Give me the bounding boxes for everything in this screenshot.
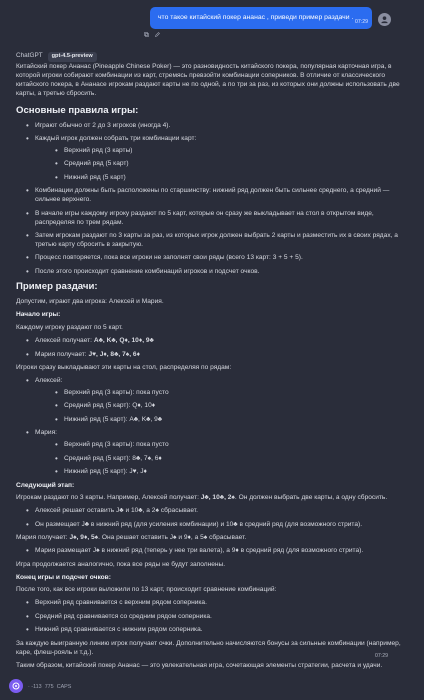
maria-rows bbox=[35, 441, 404, 477]
alexey-rows bbox=[35, 389, 404, 425]
row-item: • Средний ряд (5 карт): 8♣, 7♠, 6♦ bbox=[55, 455, 404, 464]
deal-five-text: Каждому игроку раздают по 5 карт. bbox=[16, 324, 123, 332]
rules-item: • В начале игры каждому игроку раздают по 5 карт, которые он сразу же выкладывает на стол в открытом виде, распределяя по трем рядам. bbox=[26, 210, 404, 228]
bot-header bbox=[16, 52, 97, 62]
row-item: • Нижний ряд (5 карт): A♣, K♣, 9♣ bbox=[55, 416, 404, 425]
rules-item: • Комбинации должны быть расположены по старшинству: нижний ряд должен быть сильнее среднего, а средний — сильнее верхнего. bbox=[26, 187, 404, 205]
comparison-item: • Верхний ряд сравнивается с верхним рядом соперника. bbox=[26, 599, 404, 608]
rows-sublist bbox=[35, 147, 404, 183]
comparison-item: • Средний ряд сравнивается со средним рядом соперника. bbox=[26, 613, 404, 622]
user-message-text: что такое китайский покер ананас , приведи пример раздачи . bbox=[158, 14, 354, 21]
example-heading: Пример раздачи: bbox=[16, 281, 98, 293]
bot-avatar[interactable] bbox=[9, 679, 23, 693]
maria-deal: • Мария получает: J♥, J♦, 8♣, 7♠, 6♦ bbox=[26, 351, 404, 360]
copy-icon[interactable] bbox=[144, 32, 149, 37]
intro-paragraph: Китайский покер Ананас (Pineapple Chinese Poker) — это разновидность китайского покера, популярная карточная игра, в которой игроки собирают комбинации из карт, стремясь превзойти комбинации соперников. В отличие от классического китайского покера, в Ананасе игрокам раздают карты не по одной, а по три за раз, из которых они должны использовать две карты, а третью сбросить. bbox=[16, 63, 400, 97]
user-message-row bbox=[0, 6, 424, 36]
alexey-choice-list bbox=[16, 507, 404, 529]
model-badge: gpt-4.5-preview bbox=[48, 52, 97, 62]
continue-paragraph: Игра продолжается аналогично, пока все ряды не будут заполнены. bbox=[16, 560, 226, 568]
comparison-item: • Нижний ряд сравнивается с нижним рядом соперника. bbox=[26, 626, 404, 635]
user-icon bbox=[380, 15, 389, 24]
maria-choice-list bbox=[16, 547, 404, 556]
end-intro: После того, как все игроки выложили по 13 карт, происходит сравнение комбинаций: bbox=[16, 586, 277, 594]
edit-icon[interactable] bbox=[155, 32, 160, 37]
token-stats: · -113 775 CAPS bbox=[28, 684, 72, 690]
example-intro: Допустим, играют два игрока: Алексей и Мария. bbox=[16, 298, 164, 306]
maria-stage-paragraph: Мария получает: J♠, 9♦, 5♠. Она решает оставить J♠ и 9♦, а 5♠ сбрасывает. bbox=[16, 534, 247, 542]
alexey-layout: • Алексей: • Верхний ряд (3 карты): пока пусто • Средний ряд (5 карт): Q♦, 10♦ • Нижний ряд (5 карт): A♣, K♣, 9♣ bbox=[26, 377, 404, 425]
next-stage-heading: Следующий этап: bbox=[16, 481, 75, 489]
choice-item: • Он размещает J♣ в нижний ряд (для усиления комбинации) и 10♣ в средний ряд (для возможного стрита). bbox=[26, 521, 404, 530]
row-item: • Верхний ряд (3 карты): пока пусто bbox=[55, 389, 404, 398]
rows-subitem: • Средний ряд (5 карт) bbox=[55, 160, 404, 169]
rows-subitem: • Верхний ряд (3 карты) bbox=[55, 147, 404, 156]
layout-intro: Игроки сразу выкладывают эти карты на стол, распределяя по рядам: bbox=[16, 364, 232, 371]
rules-item: • После этого происходит сравнение комбинаций игроков и подсчет очков. bbox=[26, 268, 404, 277]
bot-message-content bbox=[16, 63, 404, 675]
scoring-paragraph: За каждую выигранную линию игрок получает очки. Дополнительно начисляются бонусы за сильные комбинации (например, каре, флеш-рояль и т.д.). bbox=[16, 639, 401, 656]
comparison-list bbox=[16, 599, 404, 635]
conclusion-paragraph: Таким образом, китайский покер Ананас — это увлекательная игра, сочетающая элементы стратегии, расчета и удачи. bbox=[16, 661, 383, 669]
players-layout-list bbox=[16, 377, 404, 477]
rows-subitem: • Нижний ряд (5 карт) bbox=[55, 174, 404, 183]
choice-item: • Мария размещает J♠ в нижний ряд (теперь у нее три валета), а 9♦ в средний ряд (для возможного стрита). bbox=[26, 547, 404, 556]
rules-item: • Затем игрокам раздают по 3 карты за раз, из которых игрок должен выбрать 2 карты и разместить их в своих рядах, а третью карту сбросить в закрытую. bbox=[26, 232, 404, 250]
initial-deal-list bbox=[16, 337, 404, 359]
start-heading: Начало игры: bbox=[16, 311, 61, 319]
row-item: • Нижний ряд (5 карт): J♥, J♦ bbox=[55, 468, 404, 477]
user-message-time: 07:29 bbox=[355, 18, 368, 25]
openai-icon bbox=[11, 681, 21, 691]
end-heading: Конец игры и подсчет очков: bbox=[16, 573, 111, 581]
row-item: • Верхний ряд (3 карты): пока пусто bbox=[55, 441, 404, 450]
bot-name: ChatGPT bbox=[16, 52, 43, 60]
rules-heading: Основные правила игры: bbox=[16, 104, 139, 116]
rules-item: • Процесс повторяется, пока все игроки не заполнят свои ряды (всего 13 карт: 3 + 5 + 5). bbox=[26, 254, 404, 263]
rules-list bbox=[16, 122, 404, 277]
choice-item: • Алексей решает оставить J♣ и 10♣, а 2♠ сбрасывает. bbox=[26, 507, 404, 516]
user-message-bubble[interactable] bbox=[150, 7, 372, 29]
bot-message-time: 07:29 bbox=[375, 653, 388, 659]
rules-item: • Каждый игрок должен собрать три комбинации карт: • Верхний ряд (3 карты) • Средний ряд (5 карт) • Нижний ряд (5 карт) bbox=[26, 135, 404, 183]
next-stage-paragraph: Игрокам раздают по 3 карты. Например, Алексей получает: J♣, 10♣, 2♠. Он должен выбрать две карты, а одну сбросить. bbox=[16, 494, 388, 502]
maria-layout: • Мария: • Верхний ряд (3 карты): пока пусто • Средний ряд (5 карт): 8♣, 7♠, 6♦ • Нижний ряд (5 карт): J♥, J♦ bbox=[26, 429, 404, 477]
row-item: • Средний ряд (5 карт): Q♦, 10♦ bbox=[55, 402, 404, 411]
user-avatar[interactable] bbox=[378, 13, 391, 26]
rules-item: • Играют обычно от 2 до 3 игроков (иногда 4). bbox=[26, 122, 404, 131]
alexey-deal: • Алексей получает: A♣, K♣, Q♦, 10♦, 9♣ bbox=[26, 337, 404, 346]
